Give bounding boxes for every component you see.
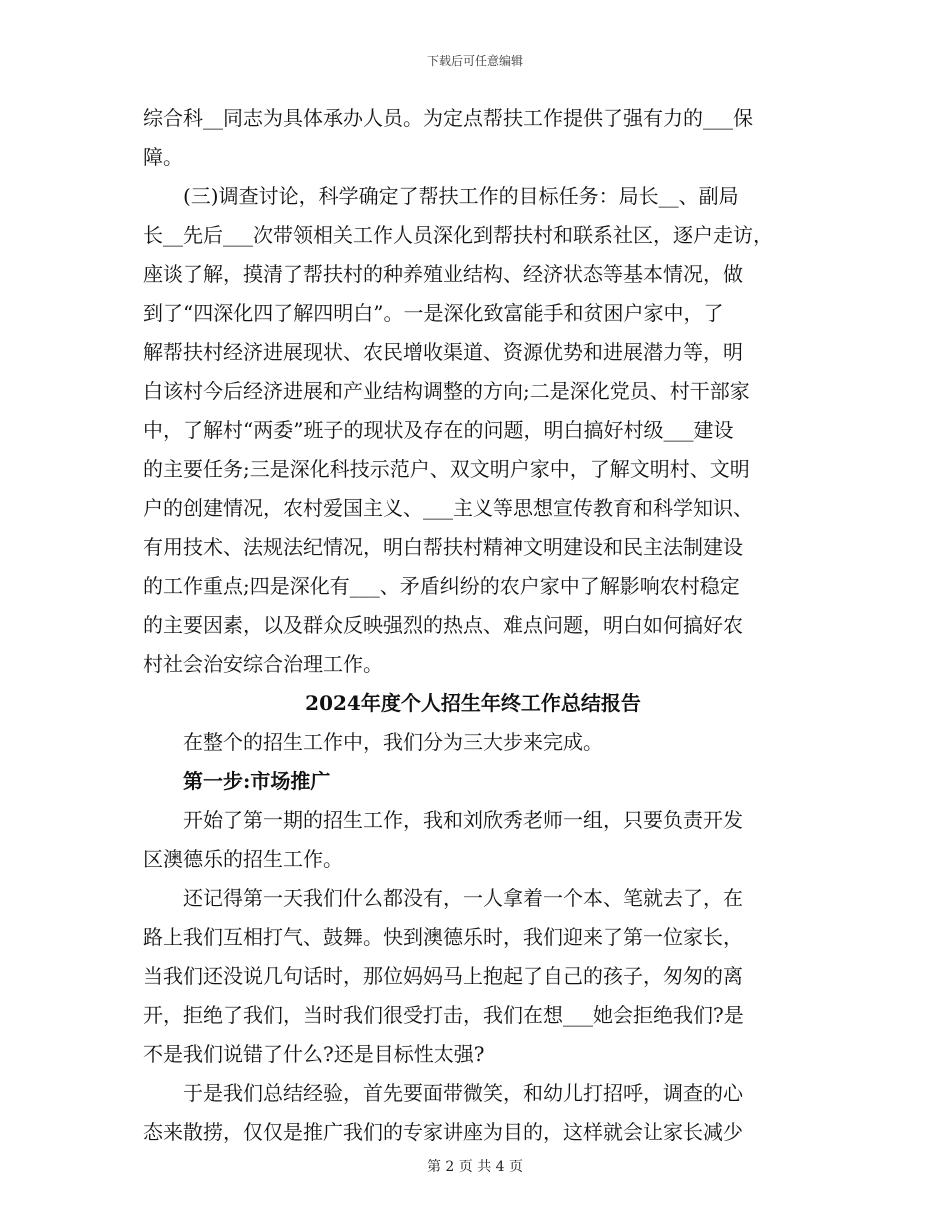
paragraph-line: 当我们还没说几句话时，那位妈妈马上抱起了自己的孩子，匆匆的离 [143, 964, 743, 988]
paragraph-line: 还记得第一天我们什么都没有，一人拿着一个本、笔就去了，在 [183, 886, 743, 910]
paragraph-line: 中，了解村“两委”班子的现状及存在的问题，明白搞好村级___建设 [143, 418, 734, 442]
paragraph-line: (三)调查讨论，科学确定了帮扶工作的目标任务：局长__、副局 [183, 184, 739, 208]
document-body [143, 103, 803, 1156]
paragraph-line: 障。 [143, 145, 183, 169]
section-title: 2024年度个人招生年终工作总结报告 [305, 691, 641, 715]
paragraph-line: 的工作重点;四是深化有___、矛盾纠纷的农户家中了解影响农村稳定 [143, 574, 740, 598]
paragraph-line: 的主要因素，以及群众反映强烈的热点、难点问题，明白如何搞好农 [143, 613, 743, 637]
page-header: 下载后可任意编辑 [426, 54, 523, 68]
paragraph-line: 的主要任务;三是深化科技示范户、双文明户家中，了解文明村、文明 [143, 457, 750, 481]
paragraph-line: 开，拒绝了我们，当时我们很受打击，我们在想___她会拒绝我们?是 [143, 1003, 744, 1027]
paragraph-line: 于是我们总结经验，首先要面带微笑，和幼儿打招呼，调查的心 [183, 1081, 743, 1105]
paragraph-line: 在整个的招生工作中，我们分为三大步来完成。 [183, 730, 603, 754]
paragraph-line: 座谈了解，摸清了帮扶村的种养殖业结构、经济状态等基本情况，做 [143, 262, 743, 286]
paragraph-line: 综合科__同志为具体承办人员。为定点帮扶工作提供了强有力的___保 [143, 106, 753, 130]
paragraph-line: 开始了第一期的招生工作，我和刘欣秀老师一组，只要负责开发 [183, 808, 743, 832]
paragraph-line: 白该村今后经济进展和产业结构调整的方向;二是深化党员、村干部家 [143, 379, 750, 403]
paragraph-line: 路上我们互相打气、鼓舞。快到澳德乐时，我们迎来了第一位家长， [143, 925, 743, 949]
paragraph-line: 到了“四深化四了解四明白”。一是深化致富能手和贫困户家中，了 [143, 301, 724, 325]
paragraph-line: 有用技术、法规法纪情况，明白帮扶村精神文明建设和民主法制建设 [143, 535, 743, 559]
paragraph-line: 不是我们说错了什么?还是目标性太强? [143, 1042, 485, 1066]
step-heading: 第一步:市场推广 [183, 769, 331, 793]
paragraph-line: 户的创建情况，农村爱国主义、___主义等思想宣传教育和科学知识、 [143, 496, 753, 520]
paragraph-line: 解帮扶村经济进展现状、农民增收渠道、资源优势和进展潜力等，明 [143, 340, 743, 364]
paragraph-line: 村社会治安综合治理工作。 [143, 652, 383, 676]
paragraph-line: 区澳德乐的招生工作。 [143, 847, 343, 871]
paragraph-line: 长__先后___次带领相关工作人员深化到帮扶村和联系社区，逐户走访， [143, 223, 773, 247]
paragraph-line: 态来散捞，仅仅是推广我们的专家讲座为目的，这样就会让家长减少 [143, 1120, 743, 1144]
page-footer: 第 2 页 共 4 页 [426, 1159, 524, 1175]
